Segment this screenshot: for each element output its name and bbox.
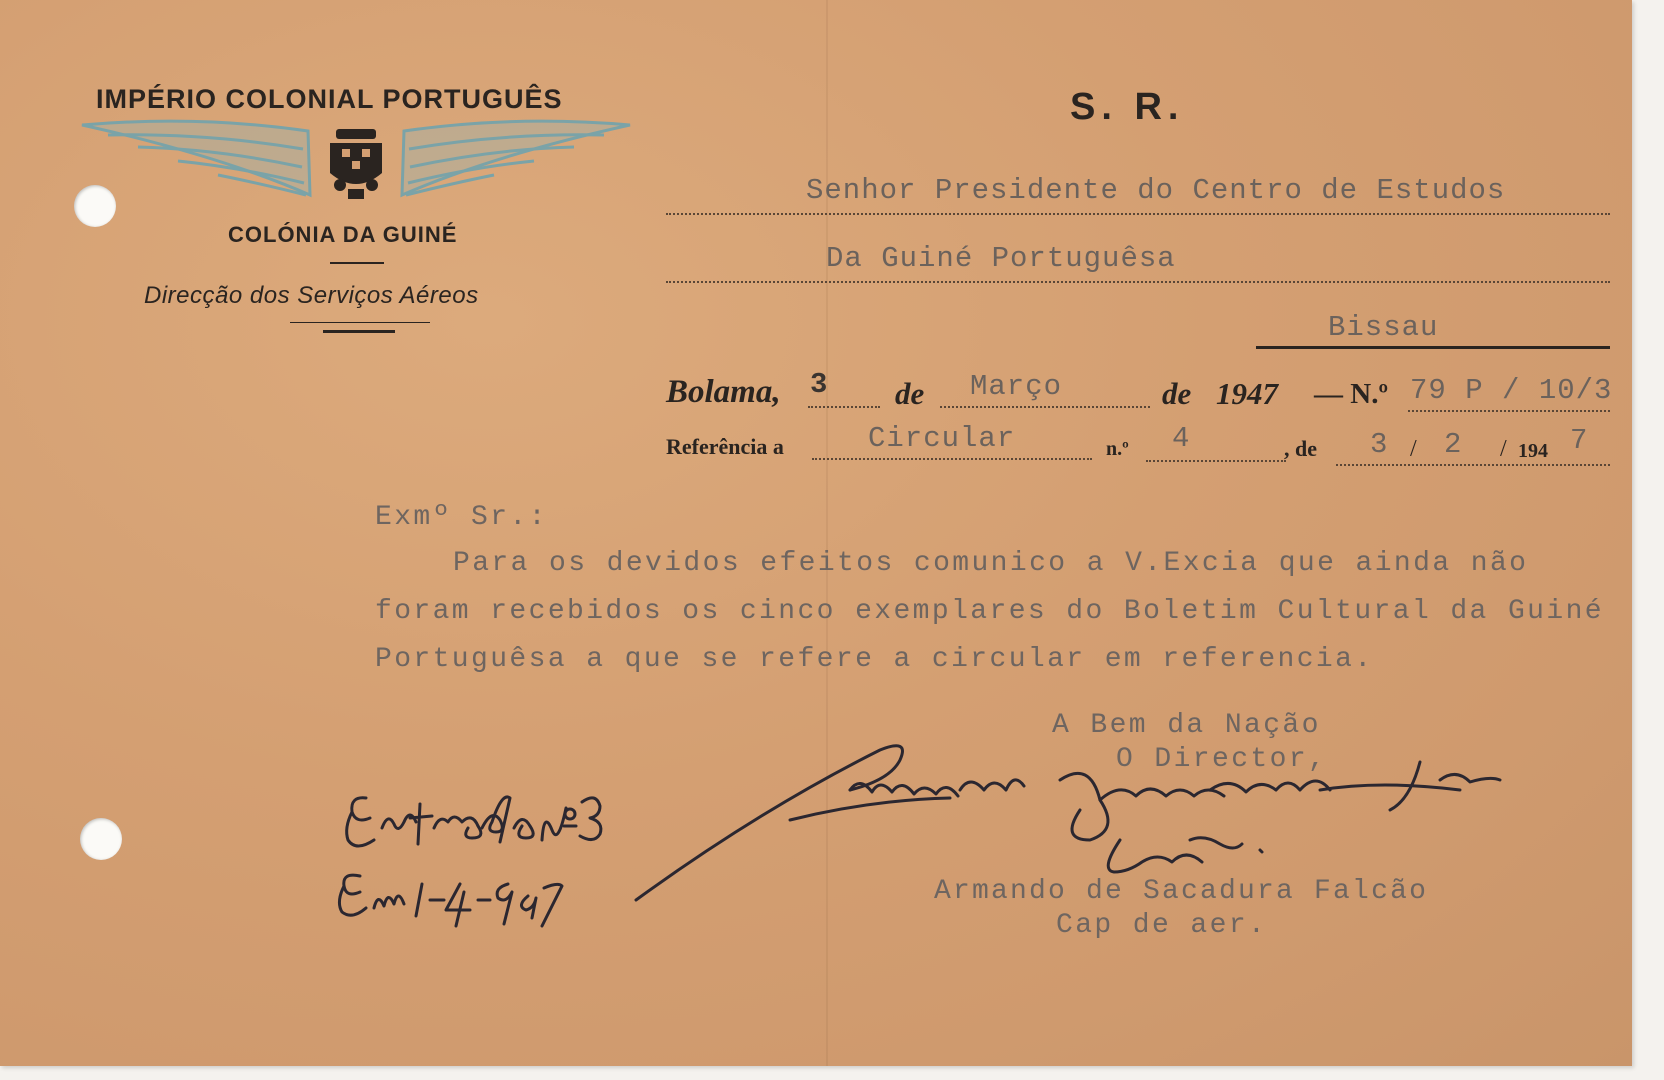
body-salutation: Exmº Sr.: bbox=[375, 502, 548, 533]
reference-sep-2: / bbox=[1500, 436, 1507, 462]
date-place: Bolama, bbox=[666, 374, 781, 410]
addressee-line-1: Senhor Presidente do Centro de Estudos bbox=[806, 174, 1506, 207]
handwritten-entry-annotation bbox=[330, 788, 620, 948]
winged-crest-icon bbox=[78, 115, 634, 215]
reference-type: Circular bbox=[868, 422, 1016, 455]
letterhead-department: Direcção dos Serviços Aéreos bbox=[144, 282, 479, 309]
reference-type-dots bbox=[812, 458, 1092, 460]
closing-line-1: A Bem da Nação bbox=[1052, 710, 1321, 741]
date-number-dots bbox=[1408, 410, 1610, 412]
reference-label: Referência a bbox=[666, 434, 784, 459]
date-month-dots bbox=[940, 406, 1150, 408]
address-dotted-line-1 bbox=[666, 213, 1610, 215]
body-line-2: foram recebidos os cinco exemplares do Boletim Cultural da Guiné bbox=[375, 596, 1604, 627]
date-year: 1947 bbox=[1216, 376, 1278, 411]
reference-year-prefix: 194 bbox=[1518, 440, 1548, 462]
date-number-label: — N.º bbox=[1314, 378, 1389, 410]
date-day: 3 bbox=[810, 368, 829, 401]
reference-year-digit: 7 bbox=[1570, 424, 1589, 457]
reference-de-label: , de bbox=[1284, 436, 1317, 461]
reference-date-dots bbox=[1336, 464, 1610, 466]
addressee-city: Bissau bbox=[1328, 311, 1439, 344]
closing-rank: Cap de aer. bbox=[1056, 910, 1268, 941]
reference-no-label: n.º bbox=[1106, 438, 1129, 460]
address-dotted-line-2 bbox=[666, 281, 1610, 283]
reference-no-dots bbox=[1146, 460, 1286, 462]
letterhead-colony: COLÓNIA DA GUINÉ bbox=[228, 222, 458, 247]
closing-line-2: O Director, bbox=[1116, 744, 1328, 775]
reference-day: 3 bbox=[1370, 428, 1389, 461]
letterhead-underline-bold bbox=[323, 330, 395, 333]
reference-no: 4 bbox=[1172, 422, 1191, 455]
date-de-2: de bbox=[1162, 376, 1192, 411]
closing-name: Armando de Sacadura Falcão bbox=[934, 876, 1429, 907]
letterhead-underline bbox=[290, 322, 430, 323]
date-month: Março bbox=[970, 370, 1063, 403]
date-day-dots bbox=[808, 406, 880, 408]
date-number: 79 P / 10/3 bbox=[1410, 374, 1613, 407]
heading-sr: S. R. bbox=[1070, 86, 1185, 128]
addressee-line-2: Da Guiné Portuguêsa bbox=[826, 242, 1176, 275]
reference-sep-1: / bbox=[1410, 436, 1417, 462]
reference-month: 2 bbox=[1444, 428, 1463, 461]
punch-hole-bottom bbox=[80, 818, 122, 860]
letterhead-divider bbox=[330, 262, 384, 264]
body-line-3: Portuguêsa a que se refere a circular em referencia. bbox=[375, 644, 1374, 675]
paper-fold bbox=[826, 0, 828, 1066]
letterhead-title: IMPÉRIO COLONIAL PORTUGUÊS bbox=[96, 84, 563, 114]
body-line-1: Para os devidos efeitos comunico a V.Excia que ainda não bbox=[453, 548, 1529, 579]
date-de-1: de bbox=[895, 376, 925, 411]
city-underline bbox=[1256, 346, 1610, 349]
